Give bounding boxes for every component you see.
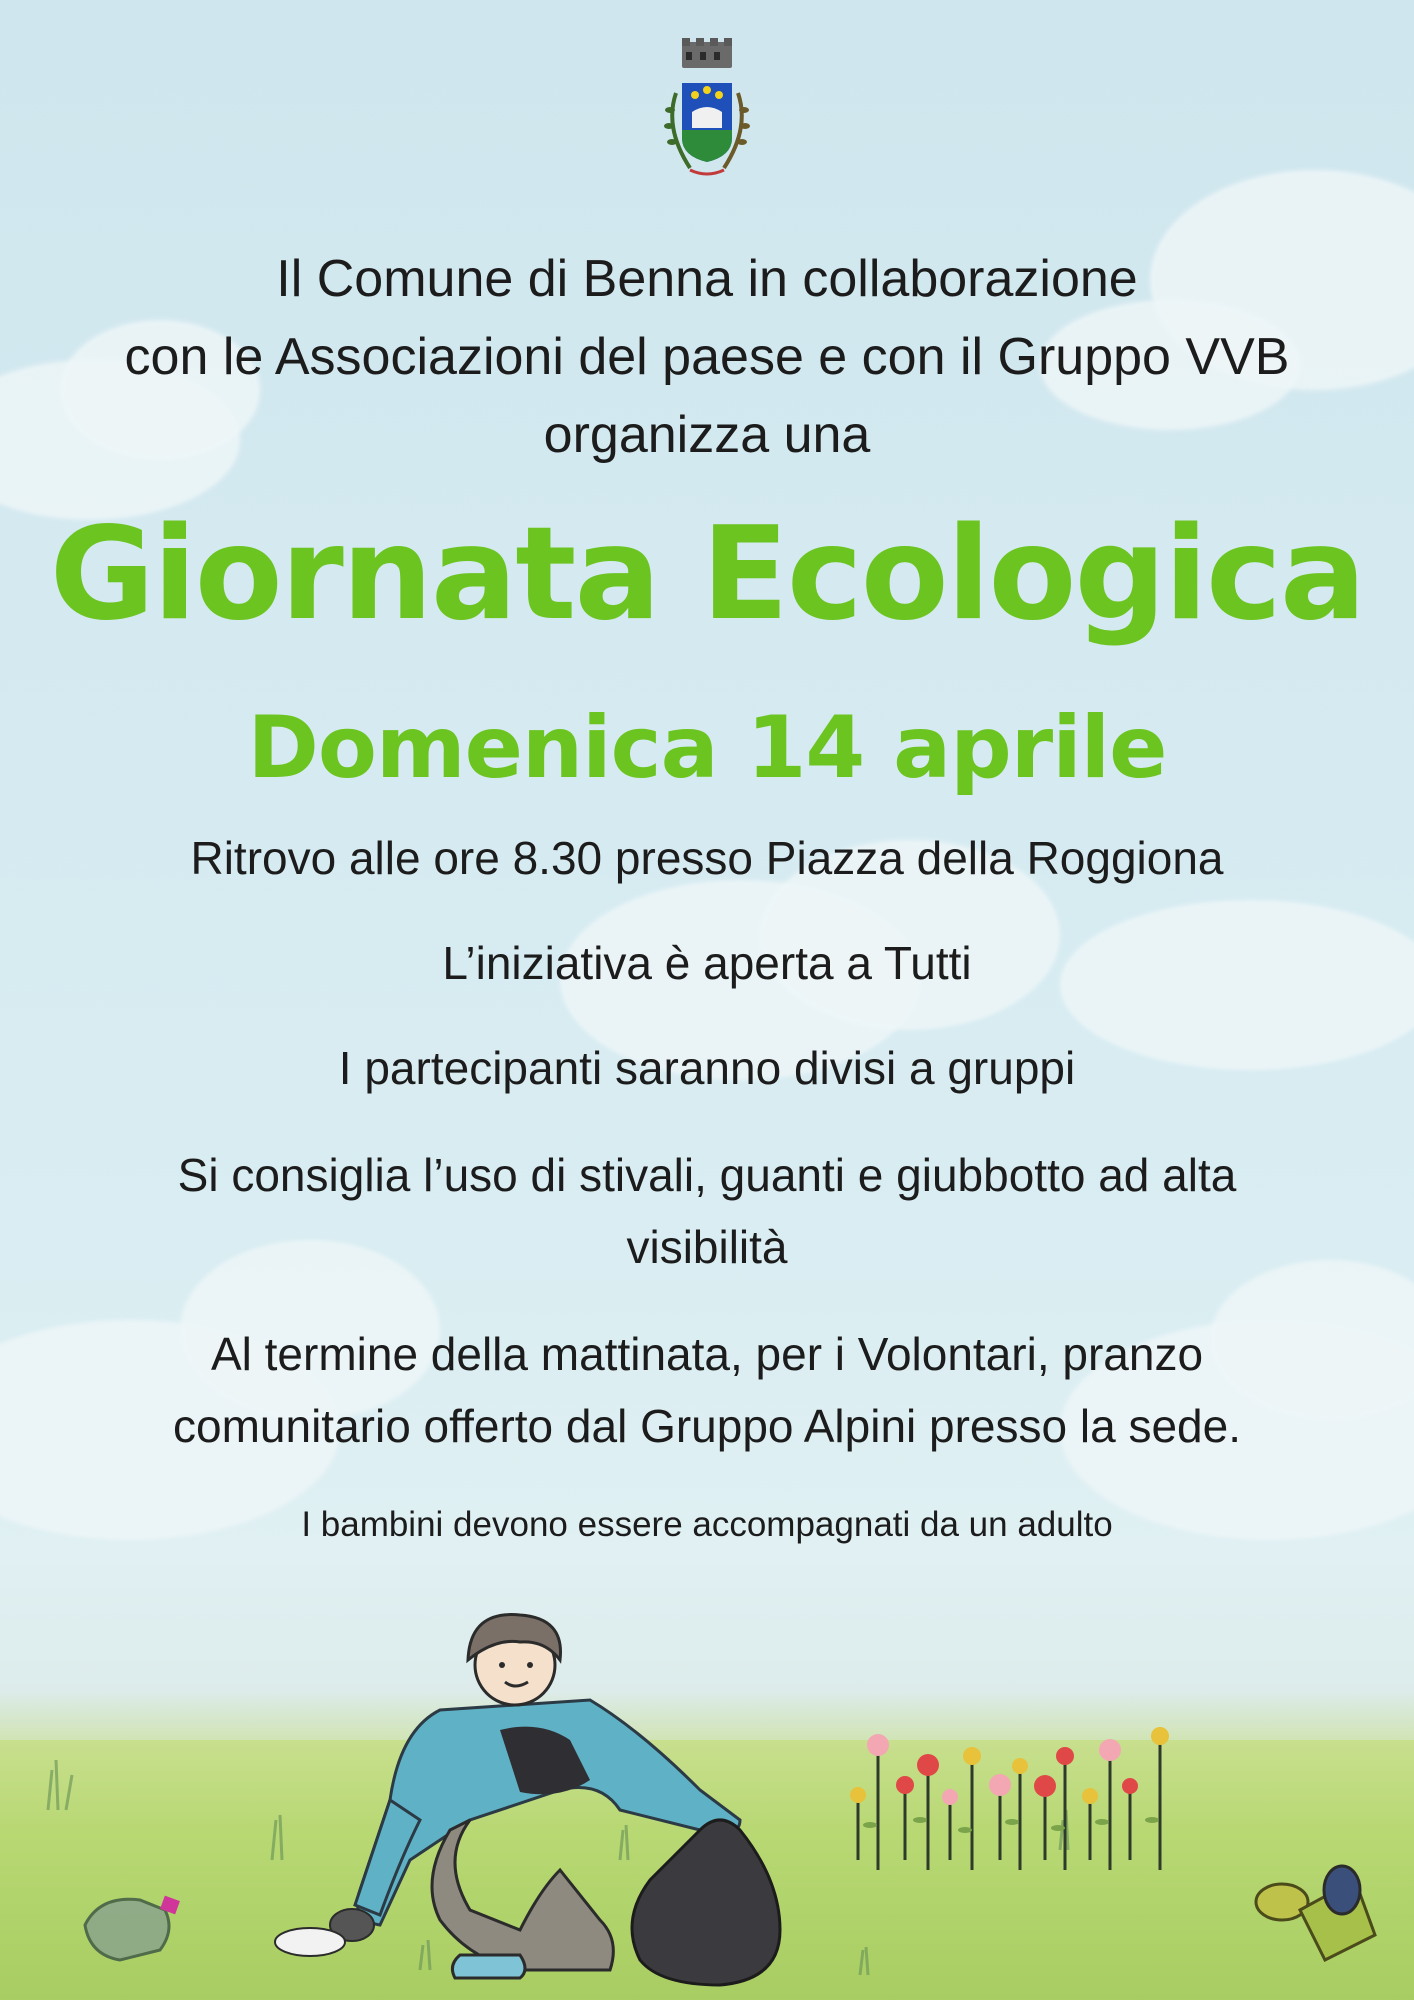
trash-bag-icon bbox=[632, 1820, 780, 1985]
advice-line-1: Si consiglia l’uso di stivali, guanti e giubbotto ad alta bbox=[177, 1149, 1237, 1201]
event-title: Giornata Ecologica bbox=[49, 500, 1365, 649]
municipal-crest-icon bbox=[650, 38, 765, 188]
flowers-illustration bbox=[850, 1727, 1169, 1870]
tin-can-icon bbox=[1256, 1866, 1375, 1960]
advice-line-2: visibilità bbox=[626, 1221, 788, 1273]
open-info: L’iniziativa è aperta a Tutti bbox=[442, 937, 972, 989]
groups-info: I partecipanti saranno divisi a gruppi bbox=[338, 1042, 1076, 1094]
intro-line-1: Il Comune di Benna in collaborazione bbox=[276, 250, 1138, 308]
intro-line-3: organizza una bbox=[543, 406, 871, 464]
children-note: I bambini devono essere accompagnati da un adulto bbox=[301, 1505, 1113, 1544]
lunch-line-1: Al termine della mattinata, per i Volontari, pranzo bbox=[210, 1328, 1204, 1380]
intro-line-2: con le Associazioni del paese e con il Gruppo VVB bbox=[124, 328, 1290, 386]
lunch-info bbox=[0, 1318, 1414, 1462]
intro-text bbox=[0, 240, 1414, 474]
event-date: Domenica 14 aprile bbox=[247, 698, 1167, 798]
plastic-bottle-icon bbox=[85, 1896, 180, 1960]
cleanup-illustration bbox=[0, 1560, 1414, 2000]
advice-info bbox=[0, 1139, 1414, 1283]
meeting-info: Ritrovo alle ore 8.30 presso Piazza della Roggiona bbox=[190, 832, 1224, 884]
lunch-line-2: comunitario offerto dal Gruppo Alpini presso la sede. bbox=[173, 1400, 1241, 1452]
